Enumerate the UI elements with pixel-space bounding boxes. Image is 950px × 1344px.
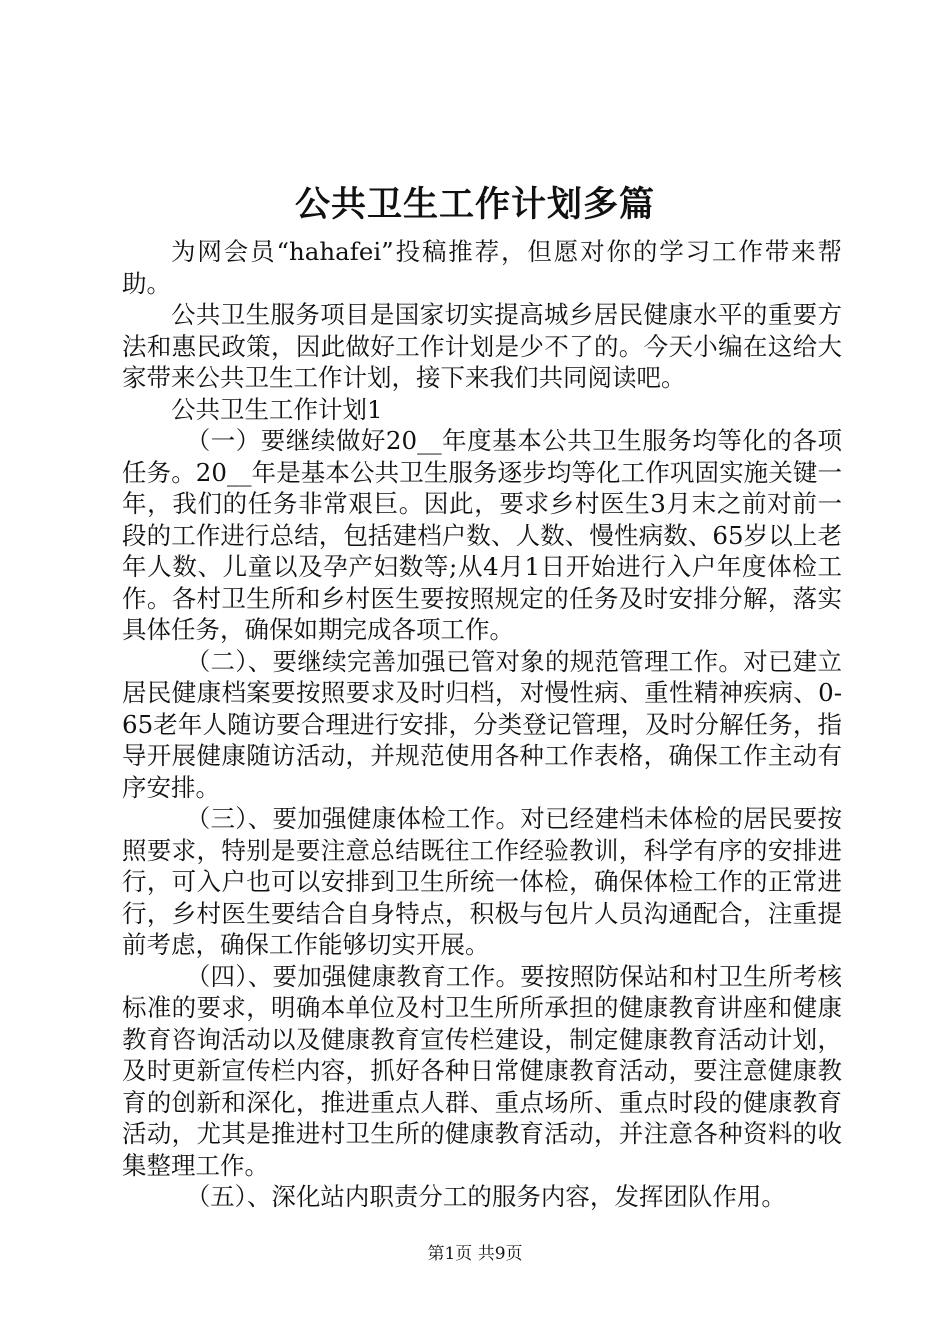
paragraph-item-4: （四）、要加强健康教育工作。要按照防保站和村卫生所考核标准的要求，明确本单位及村卫生所所承担的健康教育讲座和健康教育咨询活动以及健康教育宣传栏建设，制定健康教育活动计划，及时更新宣传栏内容，抓好各种日常健康教育活动，要注意健康教育的创新和深化，推进重点人群、重点场所、重点时段的健康教育活动，尤其是推进村卫生所的健康教育活动，并注意各种资料的收集整理工作。 — [122, 961, 842, 1180]
page-number-footer: 第1页 共9页 — [427, 1244, 523, 1264]
document-body — [122, 236, 842, 1213]
paragraph-item-1: （一）要继续做好20__年度基本公共卫生服务均等化的各项任务。20__年是基本公共卫生服务逐步均等化工作巩固实施关键一年，我们的任务非常艰巨。因此，要求乡村医生3月末之前对前一段的工作进行总结，包括建档户数、人数、慢性病数、65岁以上老年人数、儿童以及孕产妇数等;从4月1日开始进行入户年度体检工作。各村卫生所和乡村医生要按照规定的任务及时安排分解，落实具体任务，确保如期完成各项工作。 — [122, 426, 842, 644]
paragraph-item-5: （五）、深化站内职责分工的服务内容，发挥团队作用。 — [185, 1182, 786, 1211]
paragraph-item-2: （二）、要继续完善加强已管对象的规范管理工作。对已建立居民健康档案要按照要求及时归档，对慢性病、重性精神疾病、0-65老年人随访要合理进行安排，分类登记管理，及时分解任务，指导开展健康随访活动，并规范使用各种工作表格，确保工作主动有序安排。 — [122, 646, 842, 802]
paragraph-intro: 为网会员“hahafei”投稿推荐，但愿对你的学习工作带来帮助。 — [122, 237, 842, 298]
paragraph-summary: 公共卫生服务项目是国家切实提高城乡居民健康水平的重要方法和惠民政策，因此做好工作计划是少不了的。今天小编在这给大家带来公共卫生工作计划，接下来我们共同阅读吧。 — [122, 300, 842, 392]
paragraph-item-3: （三）、要加强健康体检工作。对已经建档未体检的居民要按照要求，特别是要注意总结既往工作经验教训，科学有序的安排进行，可入户也可以安排到卫生所统一体检，确保体检工作的正常进行，乡村医生要结合自身特点，积极与包片人员沟通配合，注重提前考虑，确保工作能够切实开展。 — [122, 804, 842, 959]
section-heading: 公共卫生工作计划1 — [171, 394, 383, 424]
document-title: 公共卫生工作计划多篇 — [294, 184, 655, 225]
